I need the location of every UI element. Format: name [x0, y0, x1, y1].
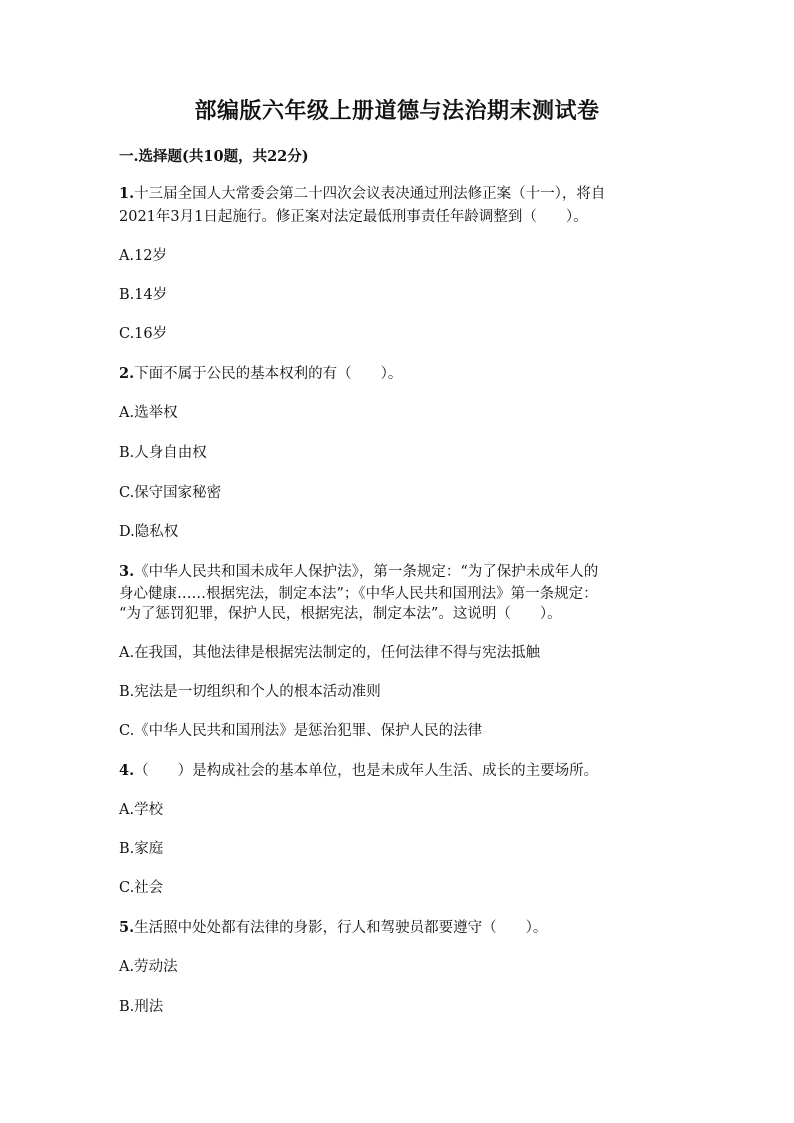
question-3-number: 3.: [119, 563, 135, 580]
question-4-option-b: B.家庭: [119, 841, 164, 857]
question-4-line-1: [119, 761, 679, 781]
question-1-option-a: A.12岁: [119, 248, 168, 264]
question-3-line-3: “为了惩罚犯罪，保护人民，根据宪法，制定本法”。这说明（ ）。: [119, 606, 562, 622]
question-3-line-2: 身心健康……根据宪法，制定本法”；《中华人民共和国刑法》第一条规定：: [119, 586, 598, 602]
question-5-text: 生活照中处处都有法律的身影，行人和驾驶员都要遵守（ ）。: [134, 920, 548, 936]
question-3-option-b: B.宪法是一切组织和个人的根本活动准则: [119, 684, 381, 700]
question-3-line-1: [119, 562, 679, 582]
question-4-option-c: C.社会: [119, 880, 164, 896]
question-1-text: 十三届全国人大常委会第二十四次会议表决通过刑法修正案（十一），将自: [134, 186, 606, 202]
question-5-line-1: [119, 918, 679, 938]
question-5-option-a: A.劳动法: [119, 959, 178, 975]
question-1-option-c: C.16岁: [119, 326, 168, 342]
question-5-number: 5.: [119, 919, 135, 936]
question-1-number: 1.: [119, 185, 135, 202]
question-1-option-b: B.14岁: [119, 287, 168, 303]
question-1-line-1: [119, 184, 679, 204]
page-title: 部编版六年级上册道德与法治期末测试卷: [194, 98, 600, 124]
question-5-option-b: B.刑法: [119, 999, 164, 1015]
question-3-option-a: A.在我国，其他法律是根据宪法制定的，任何法律不得与宪法抵触: [119, 645, 541, 661]
question-2-option-a: A.选举权: [119, 405, 178, 421]
question-3-text: 《中华人民共和国未成年人保护法》，第一条规定：“为了保护未成年人的: [134, 564, 599, 580]
question-4-text: （ ）是构成社会的基本单位，也是未成年人生活、成长的主要场所。: [134, 763, 599, 779]
question-2-number: 2.: [119, 365, 135, 382]
question-2-line-1: [119, 364, 679, 384]
question-2-option-b: B.人身自由权: [119, 445, 207, 461]
question-2-option-d: D.隐私权: [119, 524, 179, 540]
question-1-line-2: 2021年3月1日起施行。修正案对法定最低刑事责任年龄调整到（ ）。: [119, 209, 588, 225]
question-2-option-c: C.保守国家秘密: [119, 485, 222, 501]
question-4-option-a: A.学校: [119, 802, 164, 818]
section-heading: 一.选择题(共10题，共22分): [119, 148, 309, 165]
question-4-number: 4.: [119, 762, 135, 779]
question-2-text: 下面不属于公民的基本权利的有（ ）。: [134, 366, 403, 382]
question-3-option-c: C.《中华人民共和国刑法》是惩治犯罪、保护人民的法律: [119, 723, 483, 739]
